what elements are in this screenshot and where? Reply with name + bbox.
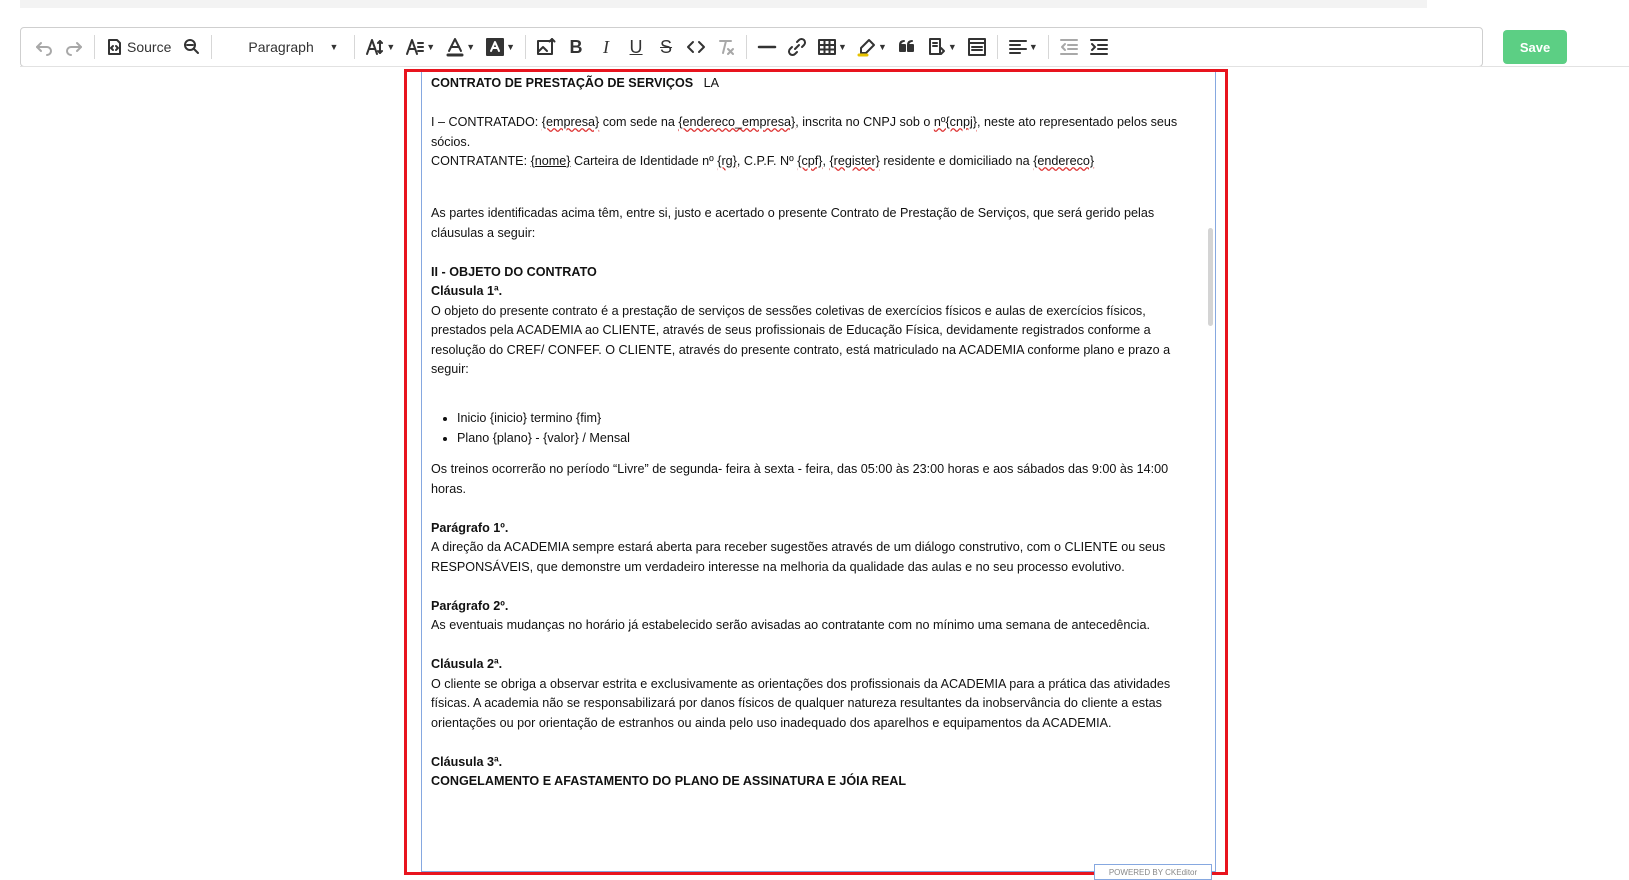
- contratado-text-1: com sede na: [599, 115, 679, 129]
- placeholder-nome: {nome}: [530, 154, 571, 168]
- partes-paragraph: As partes identificadas acima têm, entre si, justo e acertado o presente Contrato de Prestação de Serviços, que será gerido pelas cláusulas a seguir:: [431, 206, 1155, 240]
- objeto-heading-text: II - OBJETO DO CONTRATO: [431, 264, 597, 279]
- font-size-icon: [365, 37, 385, 57]
- html-embed-button[interactable]: [963, 32, 991, 62]
- placeholder-rg: {rg}: [717, 154, 737, 168]
- toolbar-divider: [20, 66, 1629, 67]
- heading-dropdown-label: Paragraph: [248, 39, 314, 55]
- clausula3-subheading-text: CONGELAMENTO E AFASTAMENTO DO PLANO DE ASSINATURA E JÓIA REAL: [431, 774, 907, 788]
- find-replace-button[interactable]: [177, 32, 205, 62]
- placeholder-cpf: {cpf}: [797, 154, 823, 168]
- contratante-text-2: , C.P.F. Nº: [736, 154, 798, 168]
- chevron-down-icon: ▼: [877, 42, 887, 52]
- horizontal-line-icon: [757, 37, 777, 57]
- link-button[interactable]: [783, 32, 811, 62]
- placeholder-register: {register}: [829, 154, 880, 168]
- save-button[interactable]: Save: [1503, 30, 1567, 64]
- alignment-button[interactable]: [1004, 32, 1042, 62]
- powered-by-badge[interactable]: POWERED BY CKEditor: [1094, 864, 1212, 880]
- paragrafo1-paragraph: A direção da ACADEMIA sempre estará aberta para receber sugestões através de um diálogo construtivo, com o CLIENTE ou seus RESPONSÁVEIS, que demonstre um verdadeiro interesse na melhoria da qualidade das aulas e no seu processo evolutivo.: [431, 540, 1166, 574]
- chevron-down-icon: ▼: [466, 42, 476, 52]
- placeholder-empresa: {empresa}: [541, 115, 600, 129]
- table-icon: [817, 37, 837, 57]
- indent-icon: [1089, 37, 1109, 57]
- chevron-down-icon: ▼: [838, 42, 847, 52]
- font-color-icon: [445, 37, 465, 57]
- paragrafo1-heading-text: Parágrafo 1º.: [431, 520, 509, 535]
- contratante-text-4: residente e domiciliado na: [879, 154, 1034, 168]
- insert-table-button[interactable]: [813, 32, 851, 62]
- underline-button[interactable]: [622, 32, 650, 62]
- contratante-text-1: Carteira de Identidade nº: [570, 154, 718, 168]
- font-family-icon: [405, 37, 425, 57]
- clausula2-heading-text: Cláusula 2ª.: [431, 657, 503, 671]
- highlight-button[interactable]: [853, 32, 891, 62]
- top-strip: [20, 0, 1427, 8]
- font-color-button[interactable]: [441, 32, 479, 62]
- contratado-prefix: I – CONTRATADO:: [431, 115, 542, 129]
- source-button[interactable]: [101, 32, 175, 62]
- underline-icon: U: [629, 36, 643, 57]
- italic-button[interactable]: [592, 32, 620, 62]
- remove-format-icon: [716, 37, 736, 57]
- redo-icon: [64, 37, 84, 57]
- highlight-frame: [404, 69, 1228, 875]
- chevron-down-icon: ▼: [426, 42, 436, 52]
- insert-image-button[interactable]: [532, 32, 560, 62]
- indent-button[interactable]: [1085, 32, 1113, 62]
- template-icon: [927, 37, 947, 57]
- html-embed-icon: [967, 37, 987, 57]
- list-item: • Inicio {inicio} termino {fim}: [457, 409, 1199, 429]
- undo-button[interactable]: [30, 32, 58, 62]
- treinos-paragraph: Os treinos ocorrerão no período “Livre” de segunda- feira à sexta - feira, das 05:00 às 23:00 horas e aos sábados das 9:00 às 14:00 horas.: [431, 462, 1169, 496]
- list-item: • Plano {plano} - {valor} / Mensal: [457, 429, 1199, 449]
- quote-icon: [897, 37, 917, 57]
- contratante-prefix: CONTRATANTE:: [431, 154, 531, 168]
- bold-icon: B: [569, 36, 583, 57]
- font-family-button[interactable]: [401, 32, 439, 62]
- clausula1-heading-text: Cláusula 1ª.: [431, 284, 503, 298]
- chevron-down-icon: ▼: [947, 42, 957, 52]
- chevron-down-icon: ▼: [1028, 42, 1038, 52]
- clausula1-paragraph: O objeto do presente contrato é a prestação de serviços de sessões coletivas de exercícios físicos e aulas de exercícios físicos, prestados pela ACADEMIA ao CLIENTE, através de seus profissionais de Educação Física, devidamente registrados conforme a resolução do CREF/ CONFEF. O CLIENTE, através do presente contrato, está matriculado na ACADEMIA conforme plano e prazo a seguir:: [431, 303, 1171, 376]
- image-upload-icon: [536, 37, 556, 57]
- clausula3-heading-text: Cláusula 3ª.: [431, 754, 503, 769]
- placeholder-endereco-empresa: {endereco_empresa}: [678, 115, 796, 129]
- contract-title-text: CONTRATO DE PRESTAÇÃO DE SERVIÇOS: [431, 76, 694, 90]
- highlight-icon: [857, 37, 877, 57]
- toolbar-separator: [997, 35, 998, 59]
- block-quote-button[interactable]: [893, 32, 921, 62]
- placeholder-endereco: {endereco}: [1033, 154, 1095, 168]
- toolbar-separator: [746, 35, 747, 59]
- font-size-button[interactable]: [361, 32, 399, 62]
- strikethrough-icon: S: [660, 36, 673, 57]
- background-color-icon: [485, 37, 505, 57]
- contratado-text-3: , neste ato representado pelos seus sócios.: [431, 115, 1178, 149]
- italic-icon: I: [603, 36, 610, 57]
- align-left-icon: [1008, 37, 1028, 57]
- strikethrough-button[interactable]: [652, 32, 680, 62]
- remove-format-button[interactable]: [712, 32, 740, 62]
- undo-icon: [34, 37, 54, 57]
- paragrafo2-paragraph: As eventuais mudanças no horário já estabelecido serão avisadas ao contratante com no mínimo uma semana de antecedência.: [431, 618, 1150, 632]
- redo-button[interactable]: [60, 32, 88, 62]
- editor-toolbar: [20, 27, 1483, 67]
- paragrafo2-heading-text: Parágrafo 2º.: [431, 598, 509, 613]
- chevron-down-icon: ▼: [506, 42, 516, 52]
- toolbar-separator: [1048, 35, 1049, 59]
- source-label: Source: [127, 39, 172, 55]
- toolbar-separator: [94, 35, 95, 59]
- toolbar-separator: [525, 35, 526, 59]
- placeholder-cnpj: nº{cnpj}: [933, 115, 977, 129]
- outdent-button[interactable]: [1055, 32, 1083, 62]
- chevron-down-icon: ▼: [386, 42, 396, 52]
- contratante-text-3: ,: [822, 154, 830, 168]
- horizontal-line-button[interactable]: [753, 32, 781, 62]
- background-color-button[interactable]: [481, 32, 519, 62]
- bold-button[interactable]: [562, 32, 590, 62]
- clausula2-paragraph: O cliente se obriga a observar estrita e exclusivamente as orientações dos profissionais da ACADEMIA para a prática das atividades físicas. A academia não se responsabilizará por danos físicos de qualquer natureza resultantes da inobservância do cliente a estas orientações ou por orientação de estranhos ou ainda pelo uso inadequado dos aparelhos e equipamentos da ACADEMIA.: [431, 676, 1171, 730]
- toolbar-separator: [354, 35, 355, 59]
- outdent-icon: [1059, 37, 1079, 57]
- toolbar-separator: [211, 35, 212, 59]
- code-button[interactable]: [682, 32, 710, 62]
- link-icon: [787, 37, 807, 57]
- chevron-down-icon: ▼: [329, 42, 339, 52]
- find-replace-icon: [181, 37, 201, 57]
- contratado-text-2: , inscrita no CNPJ sob o: [795, 115, 934, 129]
- source-icon: [105, 37, 125, 57]
- heading-dropdown[interactable]: [218, 32, 348, 62]
- code-icon: [686, 37, 706, 57]
- contract-title-suffix: LA: [703, 76, 720, 90]
- insert-template-button[interactable]: [923, 32, 961, 62]
